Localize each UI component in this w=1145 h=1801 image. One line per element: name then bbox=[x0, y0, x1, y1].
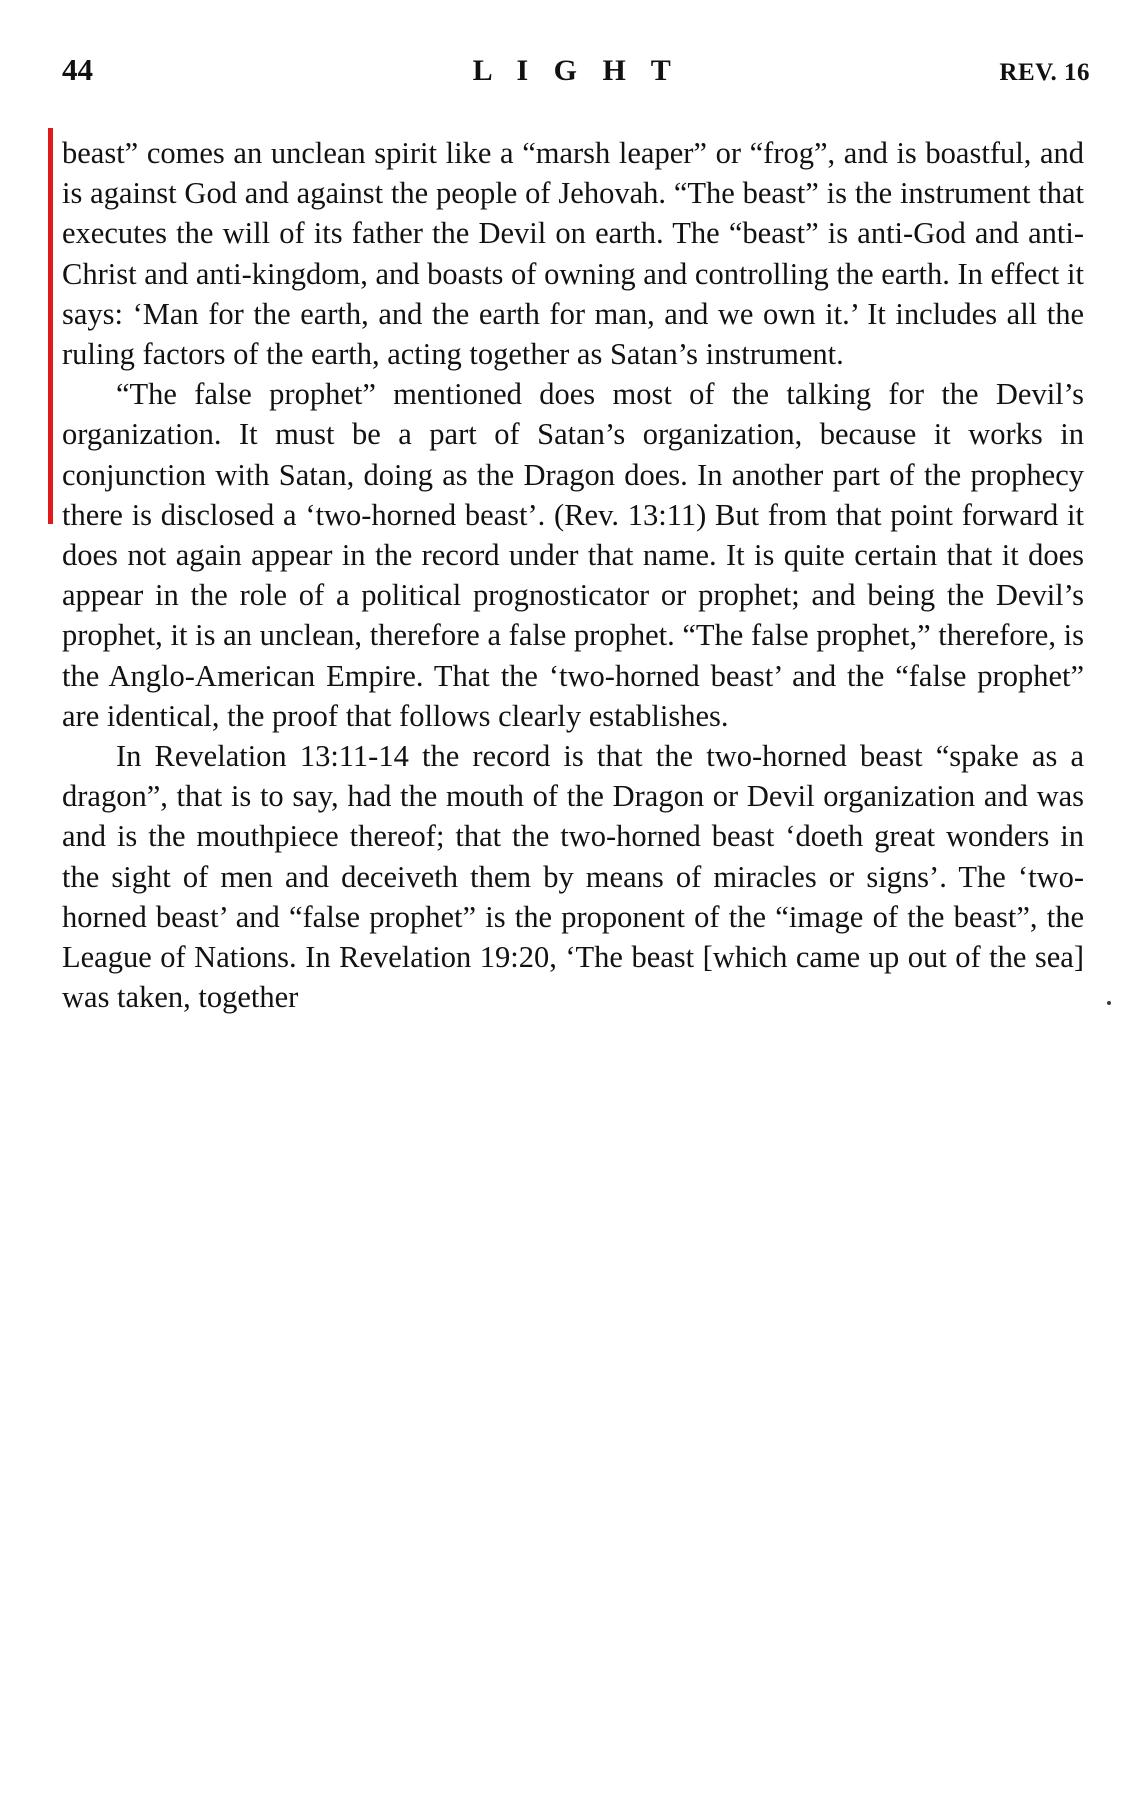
paragraph: In Revelation 13:11-14 the record is that the two-horned beast “spake as a dragon”, that is to say, had the mouth of the Dragon or Devil organization and was and is the mouthpiece thereof; that the two-horned beast ‘doeth great wonders in the sight of men and deceiveth them by means of miracles or signs’. The ‘two-horned beast’ and “false prophet” is the proponent of the “image of the beast”, the League of Nations. In Revelation 19:20, ‘The beast [which came up out of the sea] was taken, together bbox=[62, 739, 1084, 1015]
running-reference: REV. 16 bbox=[999, 59, 1090, 86]
page-number: 44 bbox=[62, 52, 93, 87]
paragraph: “The false prophet” mentioned does most of the talking for the Devil’s organization. It must be a part of Satan’s organization, because it works in conjunction with Satan, doing as the Dragon does. In another part of the prophecy there is disclosed a ‘two-horned beast’. (Rev. 13:11) But from that point forward it does not again appear in the record under that name. It is quite certain that it does appear in the role of a political prognosticator or prophet; and being the Devil’s prophet, it is an unclean, therefore a false prophet. “The false prophet,” therefore, is the Anglo-American Empire. That the ‘two-horned beast’ and the “false prophet” are identical, the proof that follows clearly establishes. bbox=[62, 377, 1084, 733]
book-title: L I G H T bbox=[472, 54, 680, 87]
body-text bbox=[62, 133, 1084, 1017]
change-bar-marker bbox=[48, 128, 53, 524]
paragraph: beast” comes an unclean spirit like a “marsh leaper” or “frog”, and is boastful, and is against God and against the people of Jehovah. “The beast” is the instrument that executes the will of its father the Devil on earth. The “beast” is anti-God and anti-Christ and anti-kingdom, and boasts of owning and controlling the earth. In effect it says: ‘Man for the earth, and the earth for man, and we own it.’ It includes all the ruling factors of the earth, acting together as Satan’s instrument. bbox=[62, 136, 1084, 372]
page-header bbox=[62, 52, 1090, 92]
margin-dot-mark bbox=[1107, 1001, 1111, 1005]
